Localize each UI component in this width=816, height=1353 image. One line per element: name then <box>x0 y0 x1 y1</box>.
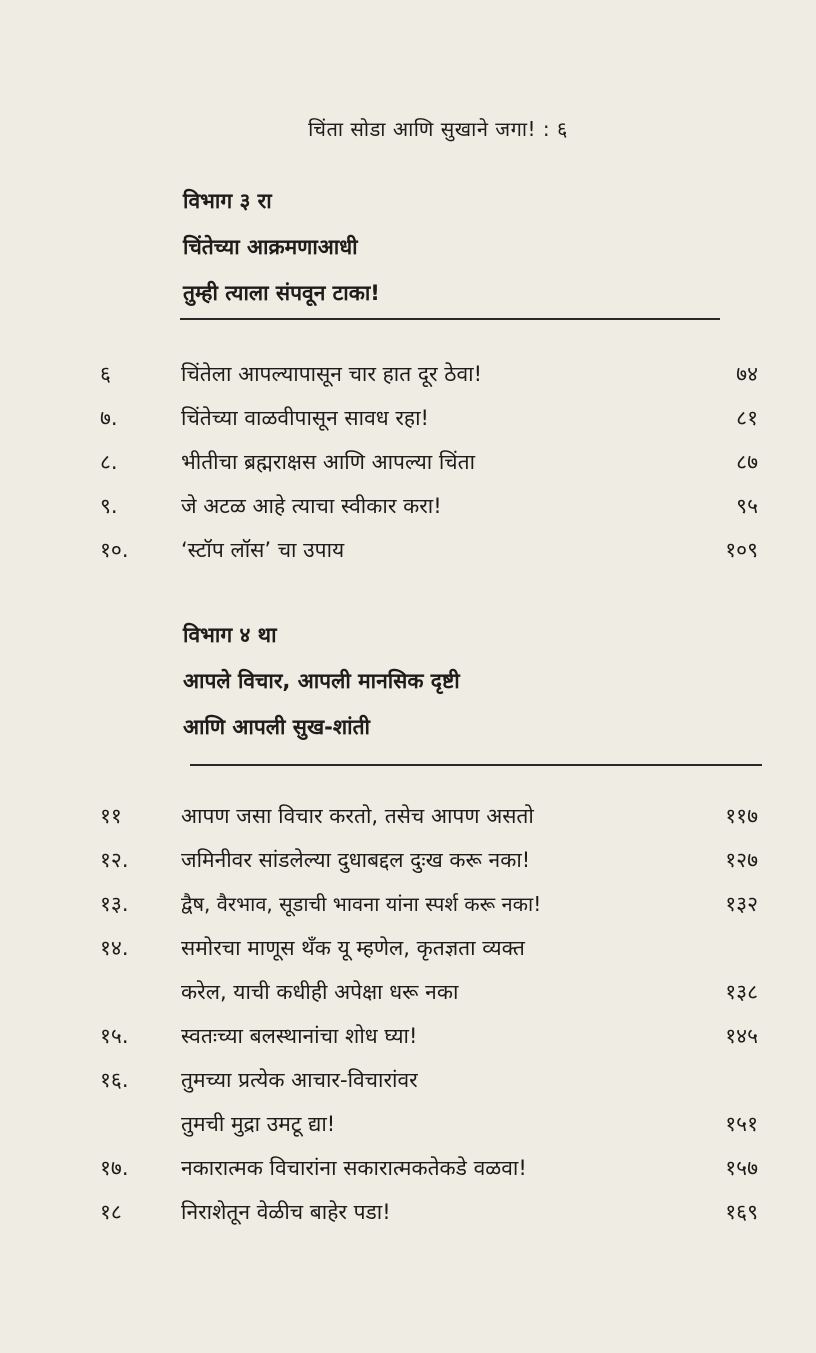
section-title-line-2: तुम्ही त्याला संपवून टाका! <box>183 281 380 305</box>
section-title-line-2: आणि आपली सुख-शांती <box>183 715 370 739</box>
toc-entry[interactable] <box>0 448 816 492</box>
chapter-title: जमिनीवर सांडलेल्या दुधाबद्दल दुःख करू नका! <box>181 848 531 872</box>
page-number: ७४ <box>736 362 758 386</box>
page-number: १३८ <box>725 980 758 1004</box>
chapter-number: ८. <box>100 450 118 474</box>
page-number: १६९ <box>725 1200 758 1224</box>
toc-entry[interactable] <box>0 1154 816 1198</box>
toc-entry[interactable] <box>0 492 816 536</box>
toc-entry[interactable] <box>0 846 816 890</box>
section-title-line-1: आपले विचार, आपली मानसिक दृष्टी <box>183 669 460 693</box>
page-number: ८७ <box>736 450 758 474</box>
chapter-number: ९. <box>100 494 118 518</box>
chapter-title: समोरचा माणूस थँक यू म्हणेल, कृतज्ञता व्यक्त <box>181 936 525 960</box>
page-number: १२७ <box>725 848 758 872</box>
section-3-heading <box>183 178 380 316</box>
chapter-number: १०. <box>100 538 129 562</box>
chapter-title: भीतीचा ब्रह्मराक्षस आणि आपल्या चिंता <box>181 450 476 474</box>
section-label: विभाग ४ था <box>183 623 277 647</box>
toc-entry[interactable] <box>0 890 816 934</box>
chapter-title: जे अटळ आहे त्याचा स्वीकार करा! <box>181 494 442 518</box>
page-number: १५१ <box>725 1112 758 1136</box>
section-3-divider <box>180 318 720 320</box>
page-number: १३२ <box>725 892 758 916</box>
chapter-number: १८ <box>100 1200 122 1224</box>
chapter-title: स्वतःच्या बलस्थानांचा शोध घ्या! <box>181 1024 418 1048</box>
section-title-line-1: चिंतेच्या आक्रमणाआधी <box>183 235 358 259</box>
page-number: ९५ <box>736 494 758 518</box>
chapter-number: ११ <box>100 804 122 828</box>
running-head: चिंता सोडा आणि सुखाने जगा! : ६ <box>308 117 568 141</box>
toc-entry[interactable] <box>0 802 816 846</box>
section-4-heading <box>183 612 460 750</box>
chapter-title-continued: तुमची मुद्रा उमटू द्या! <box>181 1112 336 1136</box>
chapter-title-continued: करेल, याची कधीही अपेक्षा धरू नका <box>181 980 459 1004</box>
chapter-title: आपण जसा विचार करतो, तसेच आपण असतो <box>181 804 534 828</box>
page-number: ११७ <box>725 804 758 828</box>
chapter-title: चिंतेला आपल्यापासून चार हात दूर ठेवा! <box>181 362 483 386</box>
toc-entry[interactable] <box>0 934 816 1022</box>
toc-entry[interactable] <box>0 1066 816 1154</box>
chapter-number: १५. <box>100 1024 129 1048</box>
toc-entry[interactable] <box>0 1022 816 1066</box>
chapter-number: १७. <box>100 1156 129 1180</box>
chapter-title: निराशेतून वेळीच बाहेर पडा! <box>181 1200 391 1224</box>
section-label: विभाग ३ रा <box>183 189 272 213</box>
chapter-title: ‘स्टॉप लॉस’ चा उपाय <box>181 538 345 562</box>
chapter-title: चिंतेच्या वाळवीपासून सावध रहा! <box>181 406 429 430</box>
chapter-number: १२. <box>100 848 129 872</box>
page-number: १५७ <box>725 1156 758 1180</box>
section-4-divider <box>190 764 762 766</box>
chapter-number: ६ <box>100 362 111 386</box>
chapter-number: १३. <box>100 892 129 916</box>
chapter-title: नकारात्मक विचारांना सकारात्मकतेकडे वळवा! <box>181 1156 527 1180</box>
page-number: १०९ <box>725 538 758 562</box>
chapter-title: द्वैष, वैरभाव, सूडाची भावना यांना स्पर्श करू नका! <box>181 892 542 916</box>
toc-entry[interactable] <box>0 536 816 580</box>
chapter-number: १६. <box>100 1068 129 1092</box>
page-number: ८१ <box>736 406 758 430</box>
page-number: १४५ <box>725 1024 758 1048</box>
chapter-number: १४. <box>100 936 129 960</box>
chapter-number: ७. <box>100 406 118 430</box>
chapter-title: तुमच्या प्रत्येक आचार-विचारांवर <box>181 1068 418 1092</box>
toc-entry[interactable] <box>0 404 816 448</box>
toc-entry[interactable] <box>0 360 816 404</box>
toc-entry[interactable] <box>0 1198 816 1242</box>
